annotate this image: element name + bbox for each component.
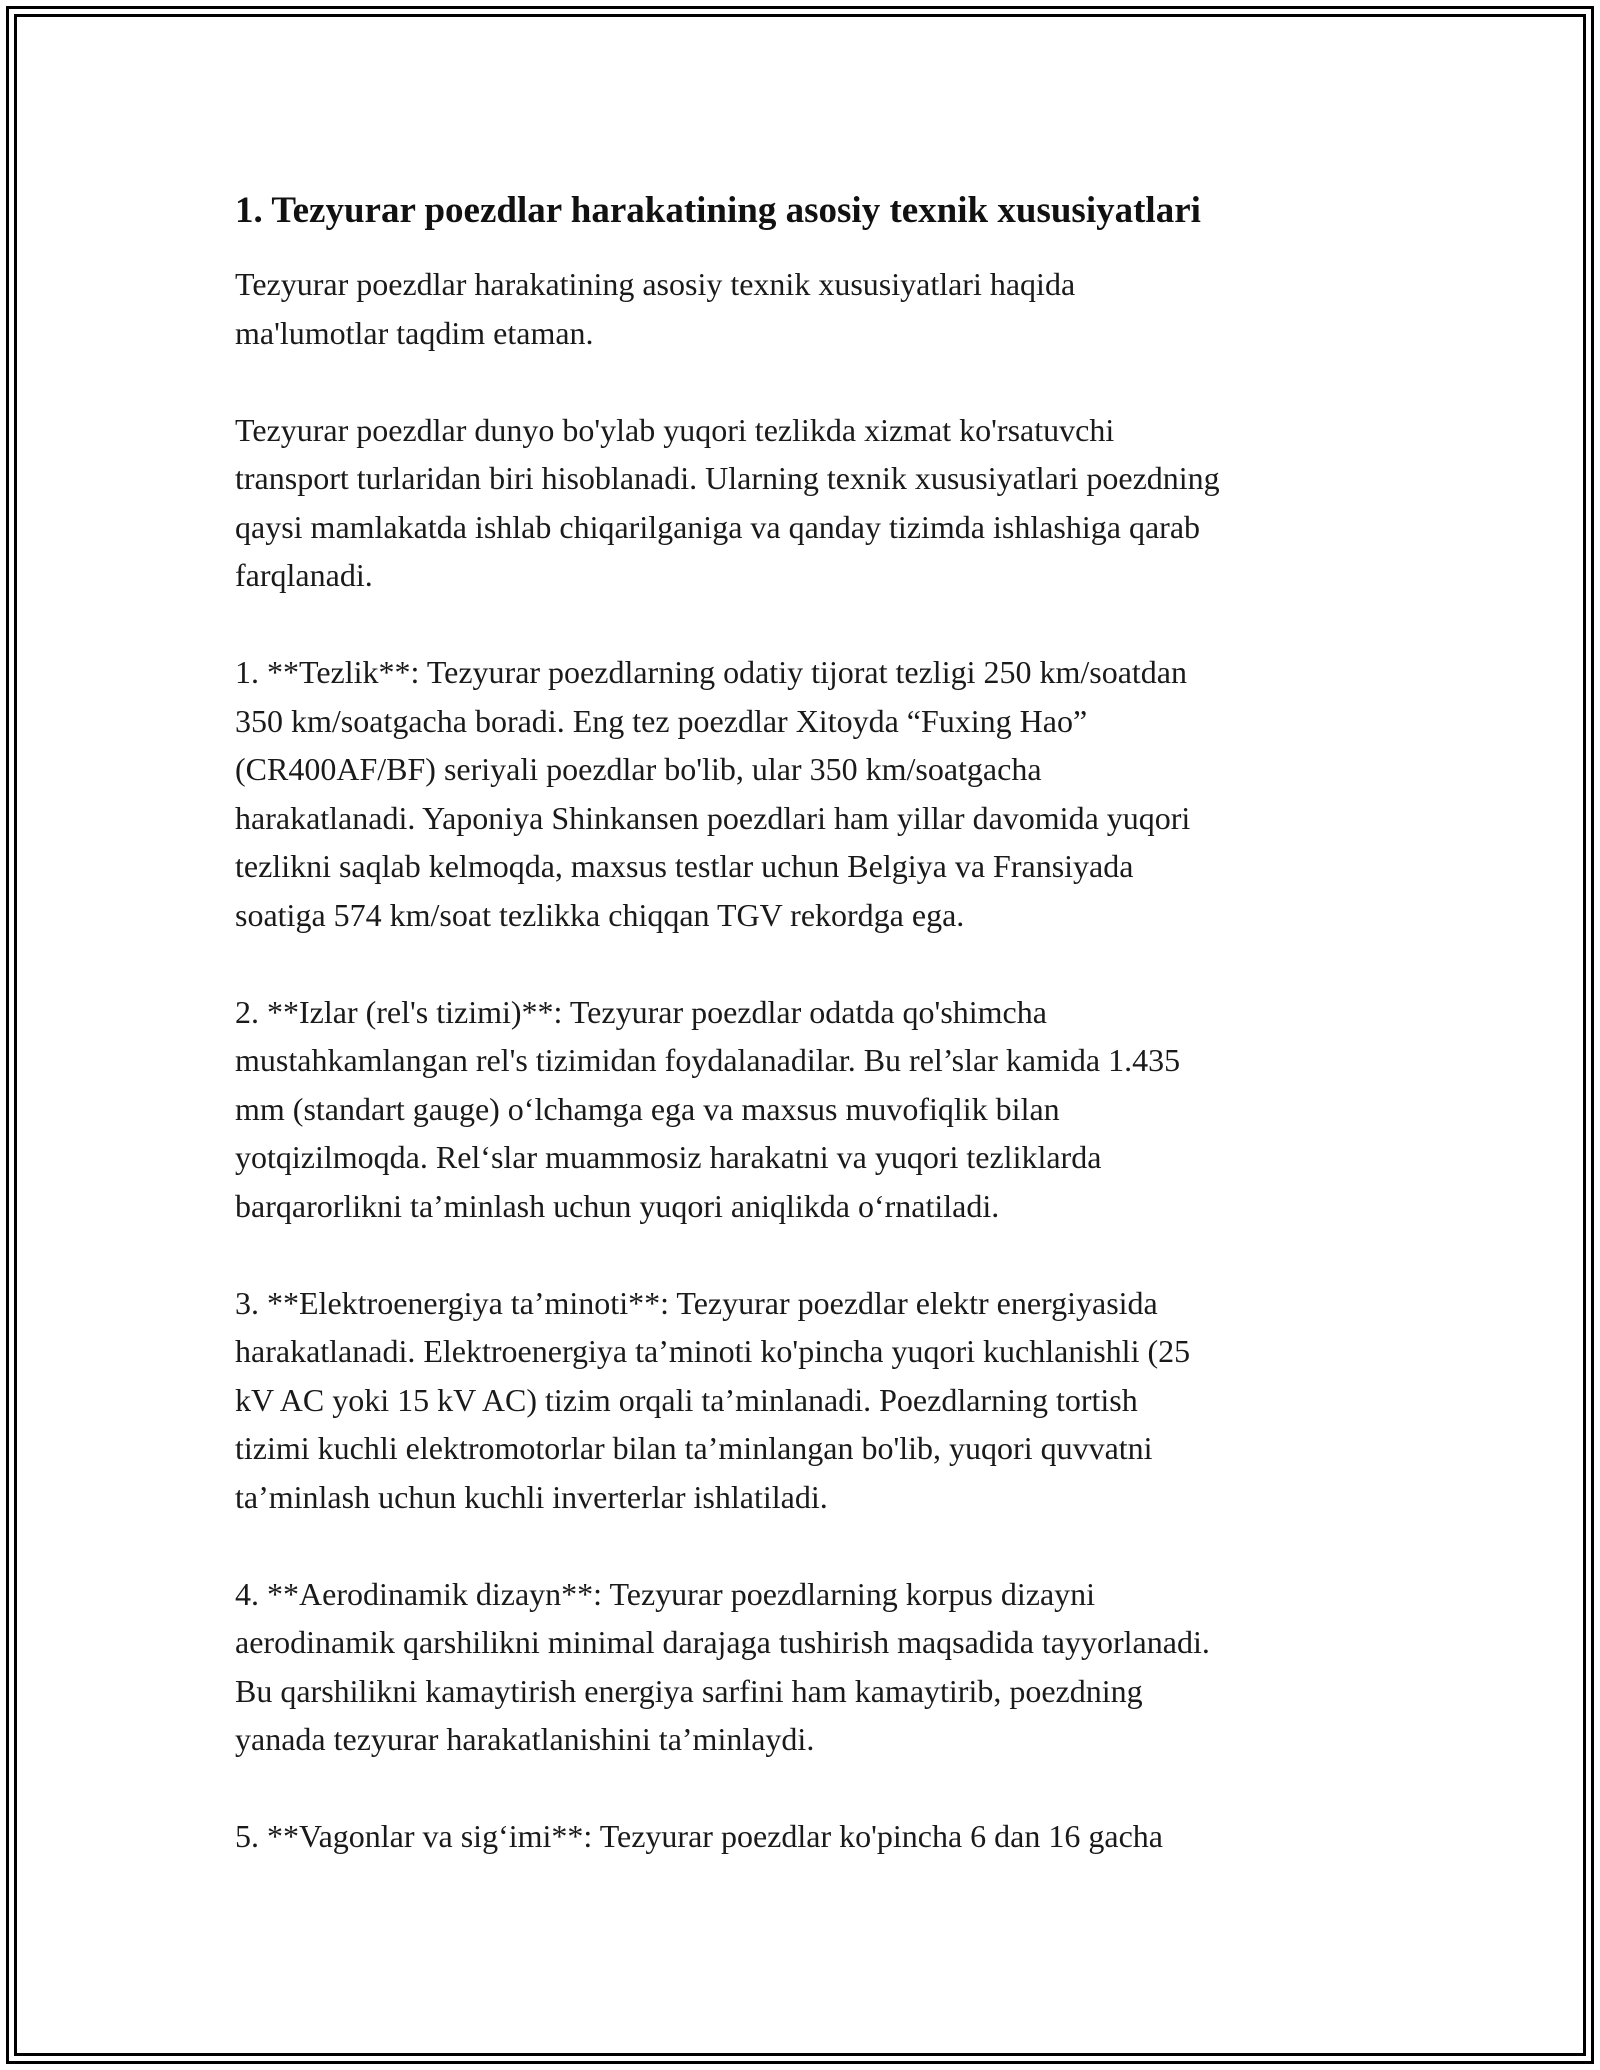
text-line: harakatlanadi. Yaponiya Shinkansen poezdlari ham yillar davomida yuqori	[235, 799, 1191, 836]
intro-paragraph	[235, 260, 1365, 357]
text-line: yanada tezyurar harakatlanishini ta’minlaydi.	[235, 1721, 815, 1757]
text-line: mustahkamlangan rel's tizimidan foydalanadilar. Bu rel’slar kamida 1.435	[235, 1042, 1181, 1078]
text-line: 3. **Elektroenergiya ta’minoti**: Tezyurar poezdlar elektr energiyasida	[235, 1284, 1158, 1321]
text-line: transport turlaridan biri hisoblanadi. Ularning texnik xususiyatlari poezdning	[235, 460, 1220, 496]
text-line: 1. **Tezlik**: Tezyurar poezdlarning odatiy tijorat tezligi 250 km/soatdan	[235, 654, 1187, 690]
text-line: 2. **Izlar (rel's tizimi)**: Tezyurar poezdlar odatda qo'shimcha	[235, 993, 1047, 1030]
text-line: tezlikni saqlab kelmoqda, maxsus testlar uchun Belgiya va Fransiyada	[235, 848, 1134, 884]
text-line: farqlanadi.	[235, 557, 373, 593]
text-line: ta’minlash uchun kuchli inverterlar ishlatiladi.	[235, 1478, 828, 1515]
text-line: Tezyurar poezdlar dunyo bo'ylab yuqori tezlikda xizmat ko'rsatuvchi	[235, 411, 1115, 448]
wagons-paragraph	[235, 1812, 1365, 1861]
text-line: barqarorlikni ta’minlash uchun yuqori aniqlikda o‘rnatiladi.	[235, 1187, 1000, 1224]
text-line: Tezyurar poezdlar harakatining asosiy texnik xususiyatlari haqida	[235, 266, 1076, 302]
text-line: yotqizilmoqda. Rel‘slar muammosiz harakatni va yuqori tezliklarda	[235, 1139, 1102, 1175]
text-line: 5. **Vagonlar va sig‘imi**: Tezyurar poezdlar ko'pincha 6 dan 16 gacha	[235, 1818, 1163, 1854]
text-line: 350 km/soatgacha boradi. Eng tez poezdlar Xitoyda “Fuxing Hao”	[235, 702, 1088, 739]
text-line: aerodinamik qarshilikni minimal darajaga tushirish maqsadida tayyorlanadi.	[235, 1624, 1210, 1660]
power-supply-paragraph	[235, 1279, 1365, 1522]
document-title: 1. Tezyurar poezdlar harakatining asosiy texnik xususiyatlari	[235, 190, 1201, 231]
document-page	[235, 186, 1365, 1909]
text-line: 4. **Aerodinamik dizayn**: Tezyurar poezdlarning korpus dizayni	[235, 1575, 1096, 1612]
text-line: qaysi mamlakatda ishlab chiqarilganiga va qanday tizimda ishlashiga qarab	[235, 508, 1201, 545]
speed-paragraph	[235, 648, 1365, 939]
text-line: ma'lumotlar taqdim etaman.	[235, 314, 594, 351]
text-line: Bu qarshilikni kamaytirish energiya sarfini ham kamaytirib, poezdning	[235, 1672, 1143, 1709]
text-line: mm (standart gauge) o‘lchamga ega va maxsus muvofiqlik bilan	[235, 1090, 1060, 1127]
text-line: kV AC yoki 15 kV AC) tizim orqali ta’minlanadi. Poezdlarning tortish	[235, 1381, 1138, 1418]
text-line: (CR400AF/BF) seriyali poezdlar bo'lib, ular 350 km/soatgacha	[235, 751, 1042, 787]
text-line: soatiga 574 km/soat tezlikka chiqqan TGV rekordga ega.	[235, 896, 965, 933]
text-line: tizimi kuchli elektromotorlar bilan ta’minlangan bo'lib, yuqori quvvatni	[235, 1430, 1153, 1466]
tracks-paragraph	[235, 988, 1365, 1231]
text-line: harakatlanadi. Elektroenergiya ta’minoti ko'pincha yuqori kuchlanishli (25	[235, 1333, 1191, 1369]
overview-paragraph	[235, 406, 1365, 600]
aerodynamics-paragraph	[235, 1570, 1365, 1764]
